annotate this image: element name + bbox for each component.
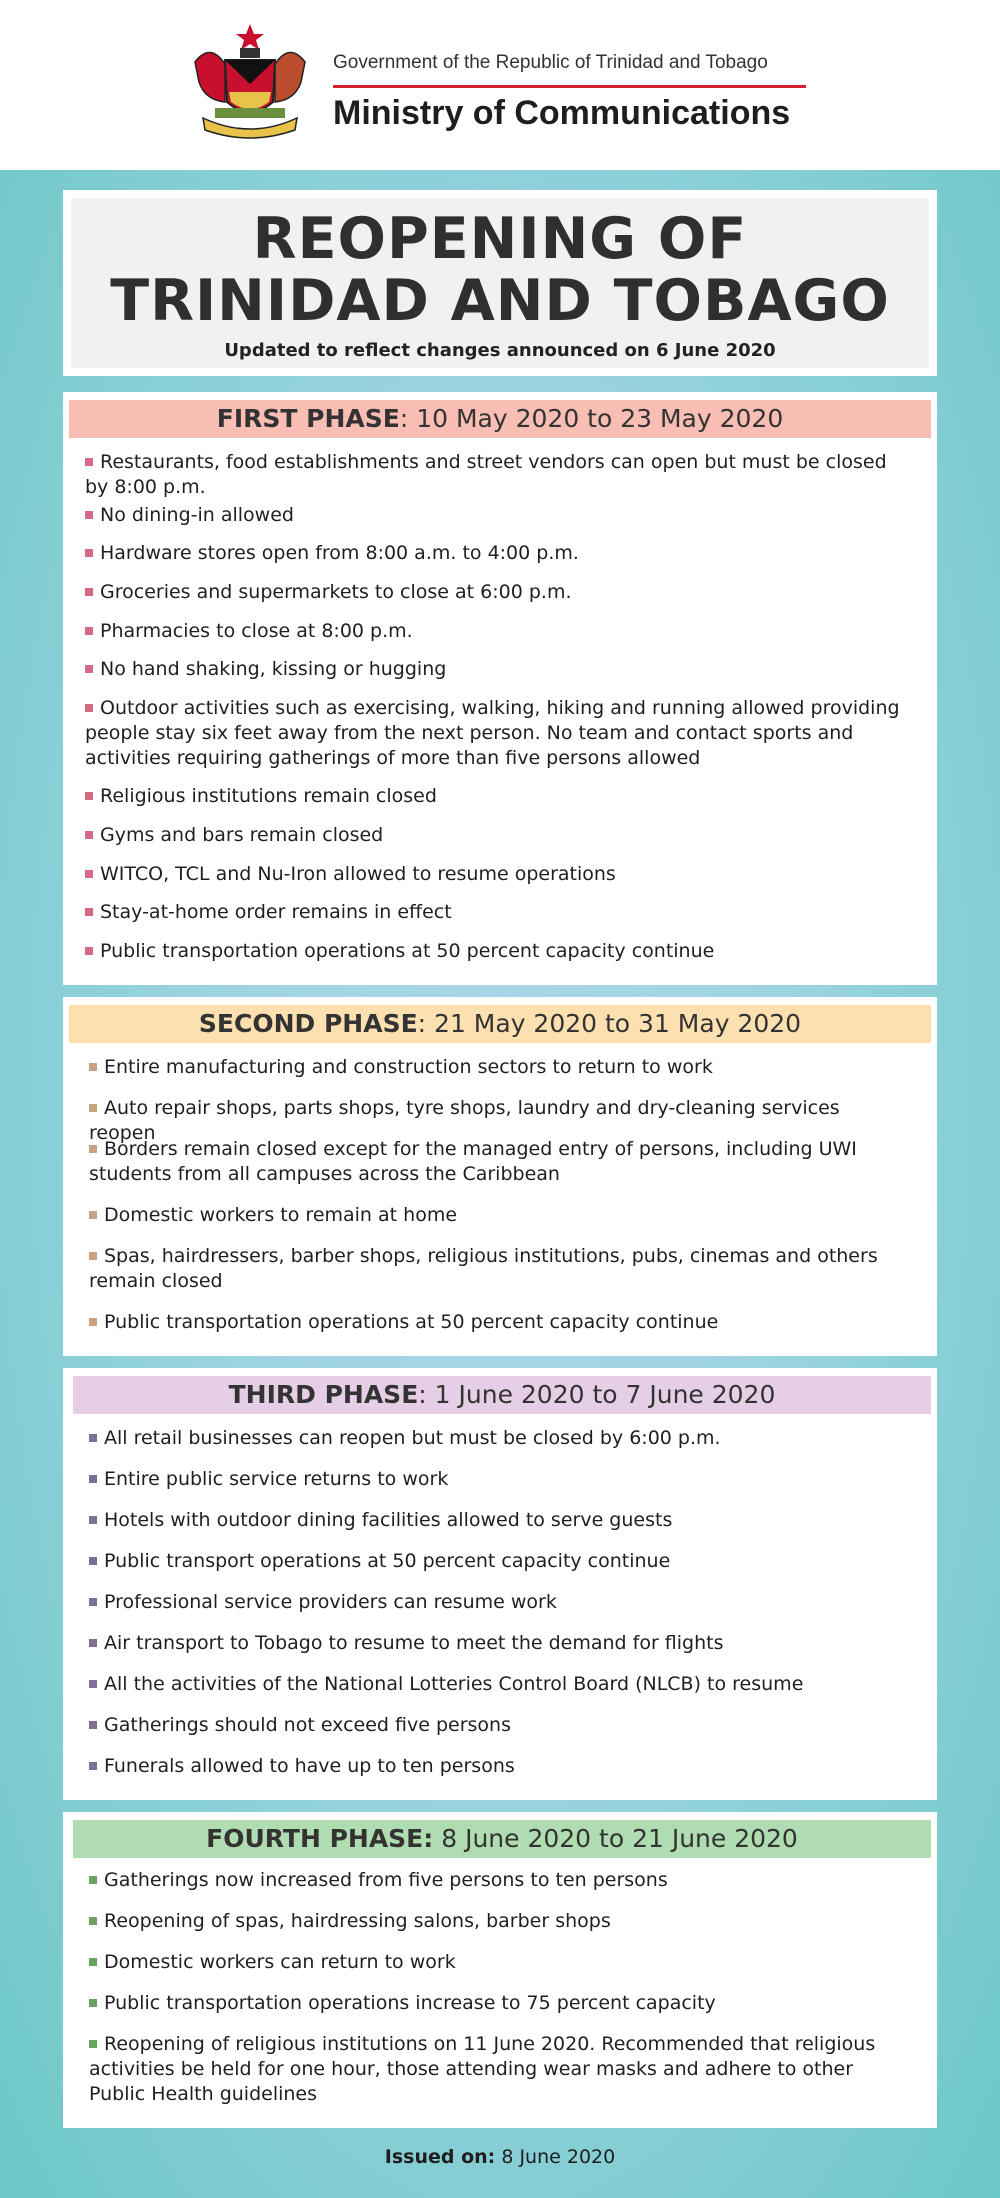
- bullet-icon: [89, 1917, 97, 1925]
- bullet-icon: [85, 831, 93, 839]
- title-line-2: TRINIDAD AND TOBAGO: [110, 268, 890, 334]
- phase-items: [89, 1426, 907, 1784]
- list-item: All the activities of the National Lotteries Control Board (NLCB) to resume: [89, 1672, 907, 1713]
- phase-heading: [73, 1376, 931, 1414]
- list-item: Gatherings should not exceed five persons: [89, 1713, 907, 1754]
- list-item: Gatherings now increased from five persons to ten persons: [89, 1868, 907, 1909]
- title-line-1: REOPENING OF: [252, 206, 748, 272]
- list-item: Auto repair shops, parts shops, tyre shops, laundry and dry-cleaning services reopen: [89, 1097, 840, 1144]
- bullet-icon: [85, 870, 93, 878]
- phase-dates: : 21 May 2020 to 31 May 2020: [417, 1009, 802, 1038]
- main-panel: [0, 170, 1000, 2198]
- list-item: WITCO, TCL and Nu-Iron allowed to resume operations: [85, 862, 907, 900]
- bullet-icon: [89, 1211, 97, 1219]
- list-item: Outdoor activities such as exercising, walking, hiking and running allowed providing people stay six feet away from the next person. No team and contact sports and activities requiring gatherings of more than five persons allowed: [85, 697, 900, 769]
- bullet-icon: [85, 458, 93, 466]
- list-item: Spas, hairdressers, barber shops, religious institutions, pubs, cinemas and others remain closed: [89, 1245, 878, 1292]
- list-item: Domestic workers can return to work: [89, 1950, 907, 1991]
- list-item: Groceries and supermarkets to close at 6:00 p.m.: [85, 580, 907, 619]
- list-item: Reopening of religious institutions on 11 June 2020. Recommended that religious activities be held for one hour, those attending wear masks and adhere to other Public Health guidelines: [89, 2033, 876, 2105]
- ministry-name: Ministry of Communications: [333, 94, 791, 132]
- bullet-icon: [89, 1598, 97, 1606]
- issued-label: Issued on:: [384, 2146, 496, 2168]
- phase-items: [89, 1868, 907, 2110]
- bullet-icon: [85, 947, 93, 955]
- list-item: Gyms and bars remain closed: [85, 823, 907, 862]
- bullet-icon: [89, 1680, 97, 1688]
- list-item: Public transport operations at 50 percent capacity continue: [89, 1549, 907, 1590]
- bullet-icon: [89, 1876, 97, 1884]
- bullet-icon: [85, 627, 93, 635]
- list-item: Borders remain closed except for the managed entry of persons, including UWI students from all campuses across the Caribbean: [89, 1138, 857, 1185]
- bullet-icon: [85, 665, 93, 673]
- bullet-icon: [89, 1557, 97, 1565]
- bullet-icon: [89, 1145, 97, 1153]
- bullet-icon: [85, 792, 93, 800]
- bullet-icon: [89, 2040, 97, 2048]
- phase-name: SECOND PHASE: [198, 1009, 418, 1038]
- phase-name: FOURTH PHASE:: [206, 1824, 434, 1853]
- bullet-icon: [89, 1104, 97, 1112]
- list-item: No hand shaking, kissing or hugging: [85, 657, 907, 696]
- phase-name: THIRD PHASE: [228, 1380, 419, 1409]
- list-item: Religious institutions remain closed: [85, 784, 907, 823]
- list-item: Public transportation operations at 50 percent capacity continue: [85, 939, 907, 969]
- list-item: Stay-at-home order remains in effect: [85, 900, 907, 939]
- bullet-icon: [89, 1475, 97, 1483]
- phase-card-third: [63, 1368, 937, 1800]
- phase-card-fourth: [63, 1812, 937, 2128]
- bullet-icon: [85, 908, 93, 916]
- phase-dates: 8 June 2020 to 21 June 2020: [433, 1824, 798, 1853]
- phase-items: [89, 1055, 907, 1340]
- phase-items: [85, 450, 907, 969]
- list-item: Restaurants, food establishments and street vendors can open but must be closed by 8:00 p.m.: [85, 451, 887, 498]
- phase-card-first: [63, 392, 937, 985]
- title-block: [71, 198, 929, 368]
- phase-heading: [69, 1005, 931, 1043]
- list-item: Entire manufacturing and construction sectors to return to work: [89, 1055, 907, 1096]
- updated-note: Updated to reflect changes announced on 6 June 2020: [224, 340, 776, 361]
- title-card: [63, 190, 937, 376]
- header: [0, 0, 1000, 170]
- page-title: [71, 208, 929, 332]
- bullet-icon: [89, 1434, 97, 1442]
- list-item: Pharmacies to close at 8:00 p.m.: [85, 619, 907, 657]
- phase-dates: : 10 May 2020 to 23 May 2020: [399, 404, 784, 433]
- coat-of-arms-icon: [185, 22, 315, 142]
- list-item: Professional service providers can resume work: [89, 1590, 907, 1631]
- bullet-icon: [89, 1516, 97, 1524]
- bullet-icon: [89, 1762, 97, 1770]
- government-name: Government of the Republic of Trinidad and Tobago: [333, 52, 768, 73]
- bullet-icon: [89, 1639, 97, 1647]
- bullet-icon: [89, 1958, 97, 1966]
- list-item: Funerals allowed to have up to ten persons: [89, 1754, 907, 1784]
- list-item: No dining-in allowed: [85, 503, 907, 541]
- issued-footer: [0, 2146, 1000, 2168]
- phase-card-second: [63, 997, 937, 1356]
- list-item: Hotels with outdoor dining facilities allowed to serve guests: [89, 1508, 907, 1549]
- phase-heading: [73, 1820, 931, 1858]
- list-item: Public transportation operations increase to 75 percent capacity: [89, 1991, 907, 2032]
- list-item: All retail businesses can reopen but must be closed by 6:00 p.m.: [89, 1426, 907, 1467]
- list-item: Domestic workers to remain at home: [89, 1203, 907, 1244]
- bullet-icon: [85, 549, 93, 557]
- list-item: Reopening of spas, hairdressing salons, barber shops: [89, 1909, 907, 1950]
- list-item: Air transport to Tobago to resume to meet the demand for flights: [89, 1631, 907, 1672]
- bullet-icon: [89, 1252, 97, 1260]
- bullet-icon: [89, 1318, 97, 1326]
- list-item: Public transportation operations at 50 percent capacity continue: [89, 1310, 907, 1340]
- bullet-icon: [85, 704, 93, 712]
- divider: [333, 85, 806, 88]
- list-item: Entire public service returns to work: [89, 1467, 907, 1508]
- bullet-icon: [85, 588, 93, 596]
- bullet-icon: [85, 511, 93, 519]
- list-item: Hardware stores open from 8:00 a.m. to 4:00 p.m.: [85, 541, 907, 580]
- bullet-icon: [89, 1721, 97, 1729]
- phase-dates: : 1 June 2020 to 7 June 2020: [418, 1380, 776, 1409]
- bullet-icon: [89, 1999, 97, 2007]
- phase-heading: [69, 400, 931, 438]
- bullet-icon: [89, 1063, 97, 1071]
- phase-name: FIRST PHASE: [216, 404, 400, 433]
- issued-date: 8 June 2020: [495, 2146, 616, 2168]
